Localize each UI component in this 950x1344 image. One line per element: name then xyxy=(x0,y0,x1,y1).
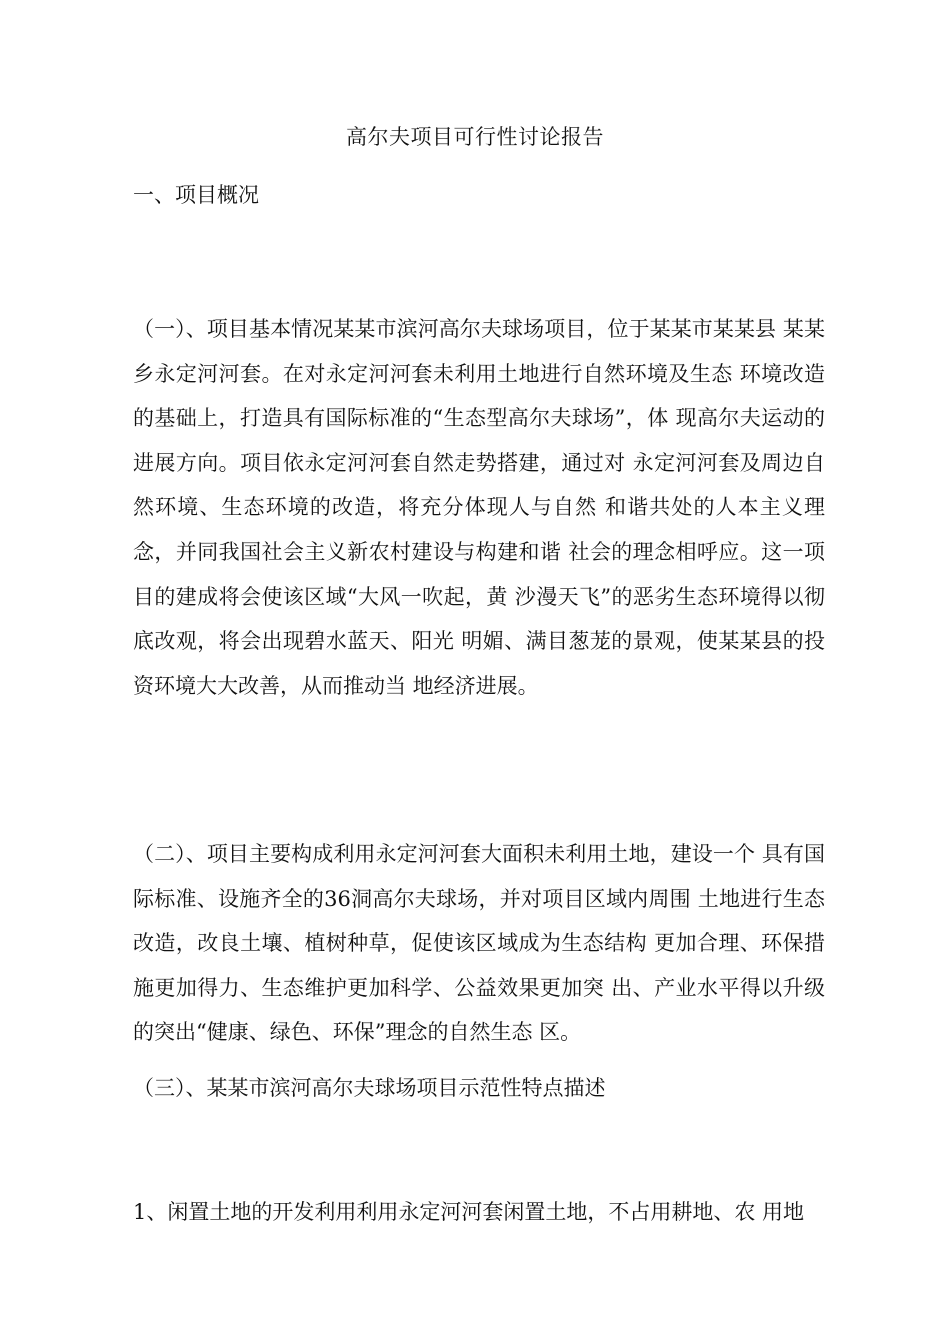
paragraph-land-development: 1、闲置土地的开发利用利用永定河河套闲置土地，不占用耕地、农 用地 xyxy=(133,1200,805,1224)
document-title: 高尔夫项目可行性讨论报告 xyxy=(346,125,604,149)
section-heading-overview: 一、项目概况 xyxy=(133,183,259,207)
paragraph-main-composition: （二）、项目主要构成利用永定河河套大面积未利用土地，建设一个 具有国际标准、设施齐全的36洞高尔夫球场，并对项目区域内周围 土地进行生态改造，改良土壤、植树种草，促使该区域成为生态结构 更加合理、环保措施更加得力、生态维护更加科学、公益效果更加突 出、产业水平得以升级的突出“健康、绿色、环保”理念的自然生态 区。 xyxy=(133,842,825,1045)
section-heading-demonstration: （三）、某某市滨河高尔夫球场项目示范性特点描述 xyxy=(133,1076,606,1100)
paragraph-basic-info: （一）、项目基本情况某某市滨河高尔夫球场项目，位于某某市某某县 某某乡永定河河套。在对永定河河套未利用土地进行自然环境及生态 环境改造的基础上，打造具有国际标准的“生态型高尔夫球场”，体 现高尔夫运动的进展方向。项目依永定河河套自然走势搭建，通过对 永定河河套及周边自然环境、生态环境的改造，将充分体现人与自然 和谐共处的人本主义理念，并同我国社会主义新农村建设与构建和谐 社会的理念相呼应。这一项目的建成将会使该区域“大风一吹起，黄 沙漫天飞”的恶劣生态环境得以彻底改观，将会出现碧水蓝天、阳光 明媚、满目葱茏的景观，使某某县的投资环境大大改善，从而推动当 地经济进展。 xyxy=(133,317,825,698)
